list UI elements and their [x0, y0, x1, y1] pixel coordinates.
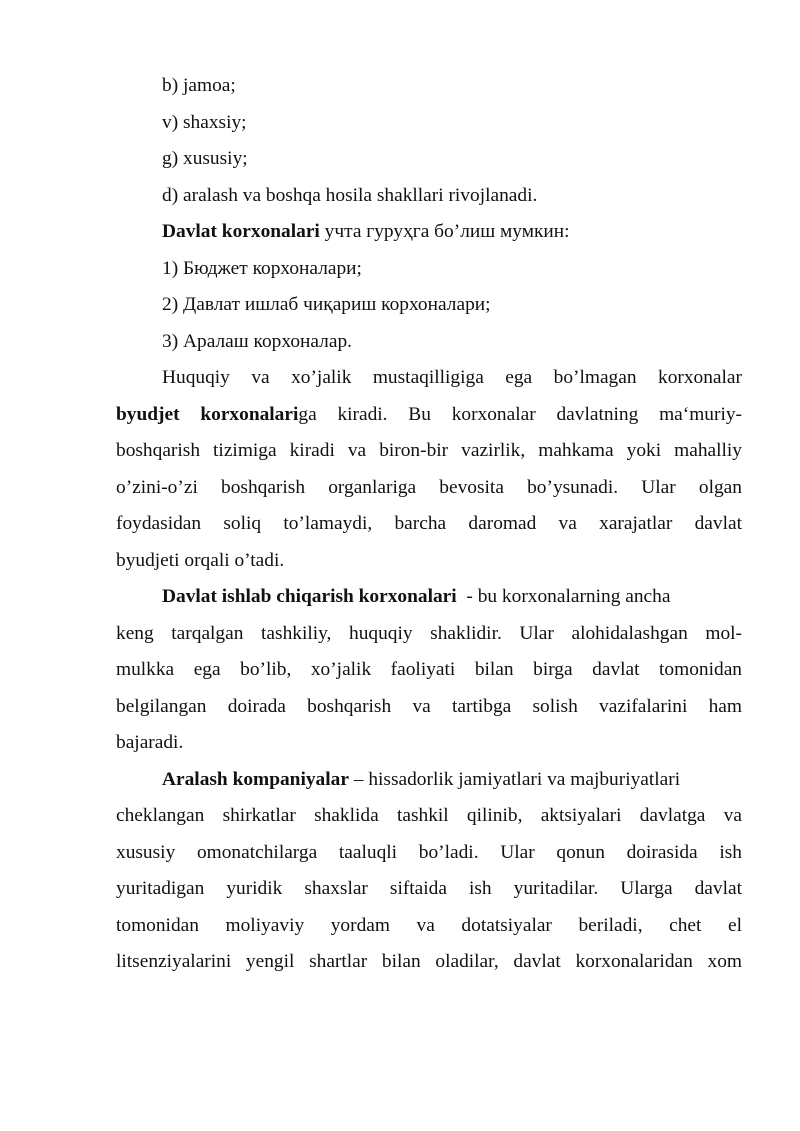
list-item: g) xususiy;: [162, 148, 248, 169]
paragraph-line: tomonidan moliyaviy yordam va dotatsiyalar beriladi, chet el: [116, 914, 742, 936]
paragraph-line: xususiy omonatchilarga taaluqli bo’ladi. Ular qonun doirasida ish: [116, 841, 742, 863]
paragraph-production: [116, 579, 742, 762]
list-item: d) aralash va boshqa hosila shakllari rivojlanadi.: [162, 184, 538, 206]
paragraph-line: belgilangan doirada boshqarish va tartibga solish vazifalarini ham: [116, 695, 742, 717]
intro-text: учта гуруҳга бо’лиш мумкин:: [319, 221, 570, 242]
paragraph-mixed: [116, 762, 742, 981]
paragraph-line: Aralash kompaniyalar – hissadorlik jamiyatlari va majburiyatlari: [162, 768, 681, 790]
paragraph-line: keng tarqalgan tashkiliy, huquqiy shaklidir. Ular alohidalashgan mol-: [116, 622, 742, 644]
paragraph-line: cheklangan shirkatlar shaklida tashkil qilinib, aktsiyalari davlatga va: [116, 805, 742, 826]
davlat-korxonalari-intro: [116, 214, 742, 251]
paragraph-line: o’zini-o’zi boshqarish organlariga bevosita bo’ysunadi. Ular olgan: [116, 476, 742, 498]
paragraph-line: yuritadigan yuridik shaxslar siftaida ish yuritadilar. Ularga davlat: [116, 878, 742, 899]
paragraph-line: Huquqiy va xo’jalik mustaqilligiga ega bo’lmagan korxonalar: [162, 367, 742, 388]
document-body: [116, 68, 742, 981]
list-item: v) shaxsiy;: [162, 111, 247, 133]
term-davlat-ishlab-chiqarish: Davlat ishlab chiqarish korxonalari: [162, 586, 457, 607]
paragraph-line: byudjeti orqali o’tadi.: [116, 549, 285, 571]
paragraph-budget: [116, 360, 742, 579]
paragraph-line: litsenziyalarini yengil shartlar bilan oladilar, davlat korxonalaridan xom: [116, 951, 742, 972]
group-item: 1) Бюджет корхоналари;: [162, 257, 362, 279]
paragraph-line: mulkka ega bo’lib, xo’jalik faoliyati bilan birga davlat tomonidan: [116, 659, 742, 680]
term-davlat-korxonalari: Davlat korxonalari: [162, 221, 320, 242]
paragraph-line: Davlat ishlab chiqarish korxonalari - bu korxonalarning ancha: [162, 586, 671, 607]
group-item: 3) Аралаш корхоналар.: [162, 330, 352, 352]
list-item: b) jamoa;: [162, 75, 236, 96]
term-byudjet-korxonalari: byudjet korxonalari: [116, 403, 299, 425]
paragraph-line: boshqarish tizimiga kiradi va biron-bir vazirlik, mahkama yoki mahalliy: [116, 440, 742, 461]
paragraph-line: foydasidan soliq to’lamaydi, barcha daromad va xarajatlar davlat: [116, 513, 742, 534]
paragraph-line: byudjet korxonalariga kiradi. Bu korxonalar davlatning ma‘muriy-: [116, 403, 742, 425]
term-aralash-kompaniyalar: Aralash kompaniyalar: [162, 768, 349, 790]
paragraph-line: bajaradi.: [116, 732, 184, 753]
group-item: 2) Давлат ишлаб чиқариш корхоналари;: [162, 294, 491, 315]
